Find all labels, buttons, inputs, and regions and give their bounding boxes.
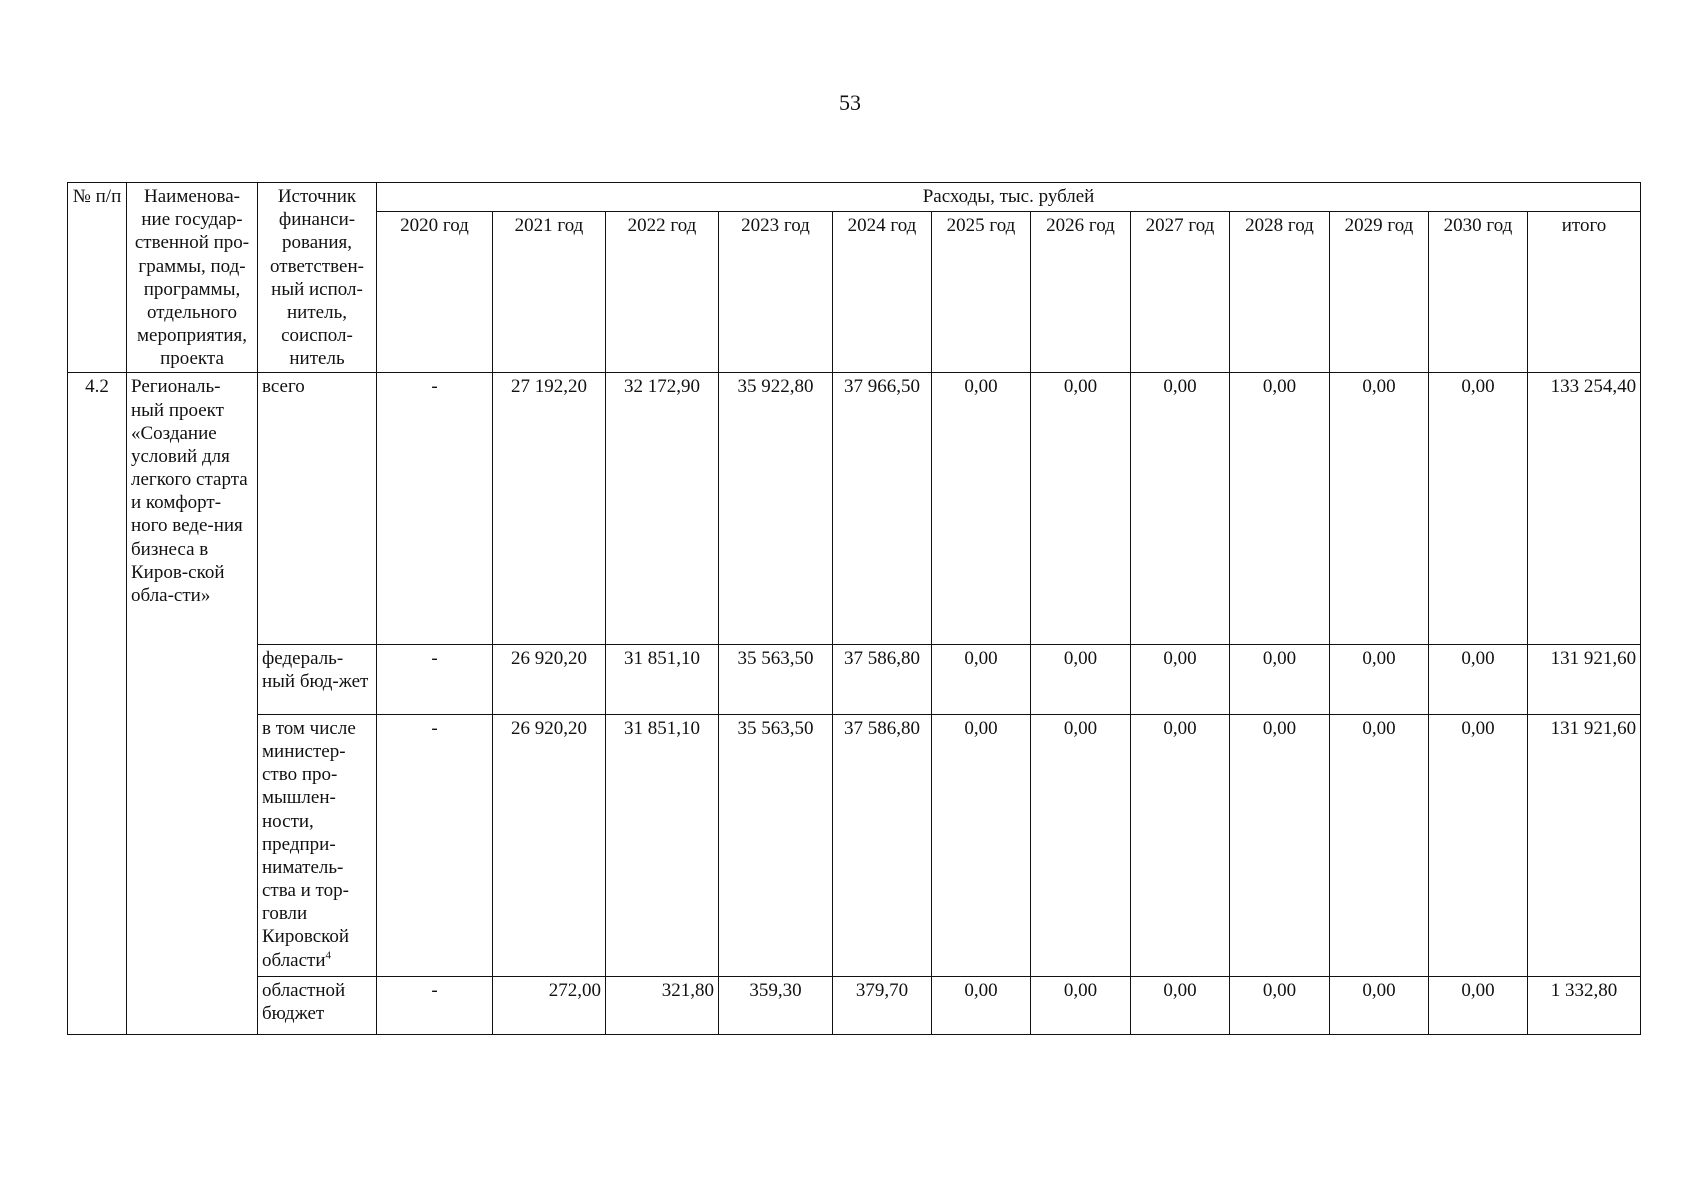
table-cell: 0,00: [1330, 644, 1429, 714]
table-cell: 0,00: [1131, 976, 1230, 1034]
table-cell-total: 1 332,80: [1528, 976, 1641, 1034]
table-cell: 0,00: [1230, 714, 1330, 976]
table-cell: 321,80: [606, 976, 719, 1034]
header-year: 2025 год: [932, 211, 1031, 373]
table-cell: 0,00: [1230, 644, 1330, 714]
row-source: [258, 714, 377, 976]
table-cell: 0,00: [1031, 373, 1131, 644]
table-cell: 0,00: [1031, 714, 1131, 976]
table-cell: 0,00: [1330, 714, 1429, 976]
table-row: [68, 373, 1641, 644]
header-source: Источник финанси-рования, ответствен-ный испол-нитель, соиспол-нитель: [258, 183, 377, 373]
table-cell: 359,30: [719, 976, 833, 1034]
table-cell: 37 586,80: [833, 714, 932, 976]
header-year: 2023 год: [719, 211, 833, 373]
table-cell: 0,00: [1429, 976, 1528, 1034]
table-cell: 0,00: [932, 644, 1031, 714]
row-project-name: Региональ-ный проект «Создание условий для легкого старта и комфорт-ного веде-ния бизнеса в Киров-ской обла-сти»: [127, 373, 258, 1035]
table-cell: 0,00: [1429, 373, 1528, 644]
table-cell: 0,00: [932, 373, 1031, 644]
table-cell: 0,00: [1429, 714, 1528, 976]
table-cell: 0,00: [1031, 644, 1131, 714]
row-source: федераль-ный бюд-жет: [258, 644, 377, 714]
table-cell: -: [377, 976, 493, 1034]
header-year: 2021 год: [493, 211, 606, 373]
row-source: областной бюджет: [258, 976, 377, 1034]
table-row: [68, 714, 1641, 976]
table-cell: 272,00: [493, 976, 606, 1034]
row-number: 4.2: [68, 373, 127, 1035]
table-cell: 0,00: [1330, 976, 1429, 1034]
table-cell: 26 920,20: [493, 644, 606, 714]
row-source: всего: [258, 373, 377, 644]
header-year: 2029 год: [1330, 211, 1429, 373]
table-cell: 35 563,50: [719, 644, 833, 714]
table-cell: 0,00: [1230, 373, 1330, 644]
table-cell: 0,00: [1031, 976, 1131, 1034]
table-row: [68, 976, 1641, 1034]
header-year: 2027 год: [1131, 211, 1230, 373]
table-cell: 0,00: [1131, 714, 1230, 976]
table-cell: 31 851,10: [606, 714, 719, 976]
budget-table: [67, 182, 1641, 1035]
table-cell-total: 131 921,60: [1528, 714, 1641, 976]
table-cell: -: [377, 373, 493, 644]
header-year: 2028 год: [1230, 211, 1330, 373]
table-cell: 32 172,90: [606, 373, 719, 644]
table-row: [68, 644, 1641, 714]
row-source-text: в том числе министер-ство про-мышлен-ности, предпри-ниматель-ства и тор-говли Кировской области: [262, 717, 356, 971]
table-cell: 0,00: [1429, 644, 1528, 714]
table-cell: 0,00: [1131, 644, 1230, 714]
header-expenses: Расходы, тыс. рублей: [377, 183, 1641, 212]
table-cell-total: 133 254,40: [1528, 373, 1641, 644]
table-cell: 26 920,20: [493, 714, 606, 976]
table-cell: 37 586,80: [833, 644, 932, 714]
header-year: 2026 год: [1031, 211, 1131, 373]
table-cell: 379,70: [833, 976, 932, 1034]
header-year: 2024 год: [833, 211, 932, 373]
header-year: 2022 год: [606, 211, 719, 373]
header-year: 2020 год: [377, 211, 493, 373]
page-number: 53: [839, 90, 861, 115]
table-cell: 0,00: [932, 976, 1031, 1034]
footnote-marker: 4: [325, 949, 332, 962]
table-cell: 0,00: [1330, 373, 1429, 644]
table-cell: 27 192,20: [493, 373, 606, 644]
table-cell: 0,00: [1131, 373, 1230, 644]
header-number: № п/п: [68, 183, 127, 373]
table-cell: -: [377, 644, 493, 714]
header-name: Наименова-ние государ-ственной про-граммы, под-программы, отдельного мероприятия, проекта: [127, 183, 258, 373]
header-total: итого: [1528, 211, 1641, 373]
header-year: 2030 год: [1429, 211, 1528, 373]
table-cell: 35 563,50: [719, 714, 833, 976]
table-cell: -: [377, 714, 493, 976]
table-cell: 0,00: [1230, 976, 1330, 1034]
table-cell: 31 851,10: [606, 644, 719, 714]
table-cell: 35 922,80: [719, 373, 833, 644]
table-cell: 0,00: [932, 714, 1031, 976]
table-cell: 37 966,50: [833, 373, 932, 644]
table-cell-total: 131 921,60: [1528, 644, 1641, 714]
